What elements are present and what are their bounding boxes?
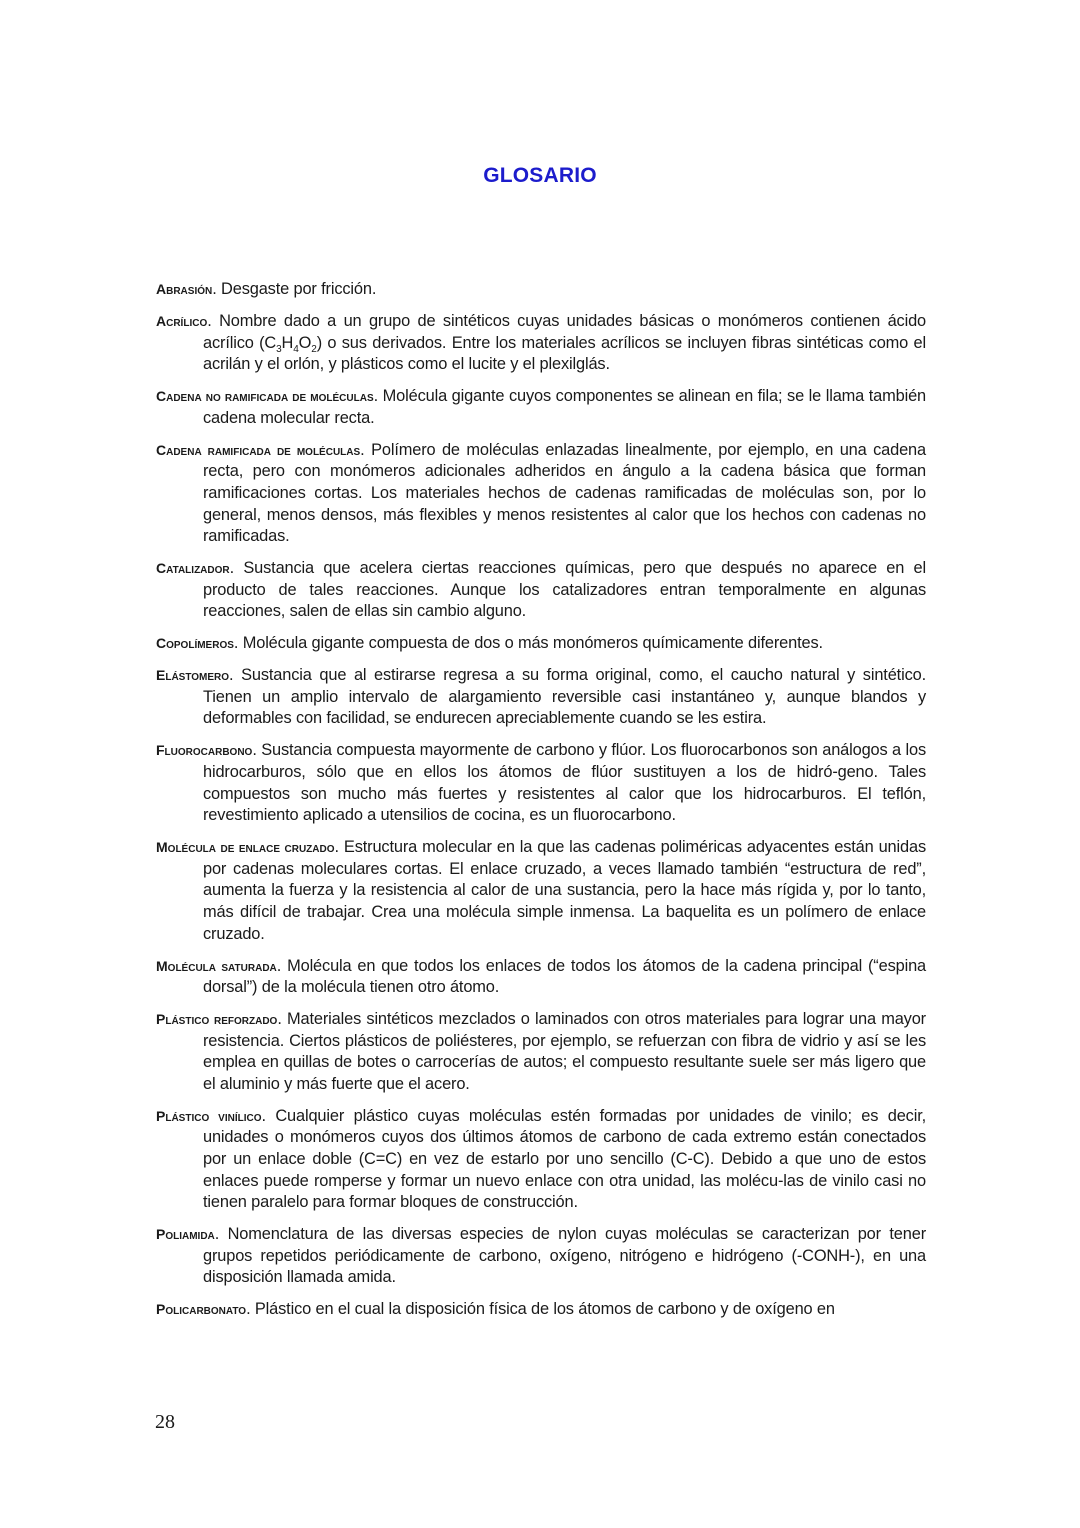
glossary-entry-cadena-ramificada	[156, 440, 926, 548]
glossary-term: Cadena ramificada de moléculas	[156, 441, 361, 458]
glossary-entry-copolimeros	[156, 633, 926, 655]
term-separator: .	[276, 956, 288, 975]
glossary-term: Abrasión	[156, 281, 213, 297]
glossary-term: Poliamida	[156, 1226, 215, 1243]
glossary-definition: Estructura molecular en la que las cadenas poliméricas adyacentes están unidas por cadenas moleculares cortas. El enlace cruzado, a veces llamado también “estructura de red”, aumenta la fuerza y la resistencia al calor de una sustancia, pero la hace más rígida y, por lo tanto, más difícil de trabajar. Crea una molécula simple inmensa. La baquelita es un polímero de enlace cruzado.	[203, 838, 926, 943]
glossary-entry-catalizador	[156, 558, 926, 623]
glossary-definition	[203, 312, 926, 373]
term-separator: .	[229, 666, 242, 685]
glossary-term: Elástomero	[156, 667, 230, 684]
glossary-term: Policarbonato	[156, 1301, 247, 1318]
glossary-definition: Plástico en el cual la disposición física de los átomos de carbono y de oxígeno en	[254, 1300, 835, 1319]
subscript: 4	[293, 343, 299, 355]
subscript: 2	[311, 343, 317, 355]
glossary-term: Plástico vinílico	[156, 1107, 262, 1124]
glossary-definition: Sustancia que acelera ciertas reacciones químicas, pero que después no aparece en el producto de tales reacciones. Aunque los catalizadores entran temporalmente en algunas reacciones, salen de ellas sin cambio alguno.	[203, 559, 926, 621]
term-separator: .	[261, 1106, 276, 1125]
glossary-entry-molecula-saturada	[156, 956, 926, 999]
glossary-entry-poliamida	[156, 1224, 926, 1289]
glossary-definition: Sustancia que al estirarse regresa a su forma original, como, el caucho natural y sintético. Tienen un amplio intervalo de alargamiento reversible casi instantáneo y, aunque blandos y deformables con facilidad, se endurecen apreciablemente cuando se les estira.	[203, 666, 926, 728]
glossary-definition: Cualquier plástico cuyas moléculas estén formadas por unidades de vinilo; es decir, unidades o monómeros cuyos dos últimos átomos de carbono de cada extremo están conectados por un enlace doble (C=C) en vez de estarlo por uno sencillo (C-C). Debido a que uno de estos enlaces puede romperse y formar un nuevo enlace con otra unidad, las molécu-las de vinilo casi no tienen paralelo para formar bloques de construcción.	[203, 1106, 927, 1212]
definition-text: ) o sus derivados. Entre los materiales acrílicos se incluyen fibras sintéticas como el acrilán y el orlón, y plásticos como el lucite y el plexilglás.	[203, 333, 927, 374]
glossary-list	[156, 279, 926, 1331]
definition-text: H	[281, 333, 294, 352]
glossary-definition: Desgaste por fricción.	[221, 280, 377, 298]
term-separator: .	[252, 741, 262, 760]
term-separator: .	[229, 559, 244, 578]
definition-text: Nombre dado a un grupo de sintéticos cuyas unidades básicas o monómeros contienen ácido acrílico (C	[203, 311, 927, 352]
glossary-entry-plastico-reforzado	[156, 1009, 926, 1095]
glossary-entry-fluorocarbono	[156, 740, 926, 826]
glossary-entry-molecula-enlace-cruzado	[156, 837, 926, 945]
glossary-entry-acrilico	[156, 311, 926, 376]
glossary-entry-abrasion	[156, 279, 926, 301]
glossary-entry-policarbonato	[156, 1299, 926, 1321]
glossary-definition: Polímero de moléculas enlazadas linealmente, por ejemplo, en una cadena recta, pero con monómeros adicionales adheridos en ángulo a la cadena básica que forman ramificaciones cortas. Los materiales hechos de cadenas ramificadas de moléculas son, por lo general, menos densos, más flexibles y menos resistentes al calor que los hechos con cadenas no ramificadas.	[203, 440, 926, 546]
page-number: 28	[155, 1411, 175, 1433]
glossary-term: Catalizador	[156, 560, 230, 577]
glossary-term: Molécula de enlace cruzado	[156, 839, 335, 856]
term-separator: .	[360, 440, 372, 459]
glossary-definition: Molécula gigante cuyos componentes se alinean en fila; se le llama también cadena molecular recta.	[203, 387, 927, 427]
glossary-term: Acrílico	[156, 312, 208, 329]
term-separator: .	[212, 280, 222, 298]
term-separator: .	[277, 1010, 288, 1029]
glossary-term: Fluorocarbono	[156, 742, 253, 759]
glossary-term: Plástico reforzado	[156, 1011, 278, 1028]
glossary-definition: Molécula en que todos los enlaces de todos los átomos de la cadena principal (“espina dorsal”) de la molécula tienen otro átomo.	[203, 956, 927, 997]
glossary-term: Molécula saturada	[156, 957, 277, 974]
glossary-definition: Molécula gigante compuesta de dos o más monómeros químicamente diferentes.	[242, 634, 823, 653]
glossary-term: Copolímeros	[156, 635, 234, 652]
term-separator: .	[233, 634, 243, 653]
page-title: GLOSARIO	[483, 164, 597, 188]
definition-text: O	[298, 333, 312, 352]
term-separator: .	[334, 838, 344, 857]
glossary-entry-cadena-no-ramificada	[156, 386, 926, 429]
subscript: 3	[276, 343, 282, 355]
glossary-definition: Nomenclatura de las diversas especies de nylon cuyas moléculas se caracterizan por tener grupos repetidos periódicamente de carbono, oxígeno, nitrógeno e hidrógeno (-CONH-), en una disposición llamada amida.	[203, 1225, 927, 1287]
term-separator: .	[246, 1300, 255, 1319]
glossary-definition: Materiales sintéticos mezclados o laminados con otros materiales para lograr una mayor resistencia. Ciertos plásticos de poliésteres, por ejemplo, se refuerzan con fibra de vidrio y así se les emplea en quillas de botes o carrocerías de autos; el compuesto resultante suele ser más ligero que el aluminio y más fuerte que el acero.	[203, 1010, 926, 1093]
glossary-definition: Sustancia compuesta mayormente de carbono y flúor. Los fluorocarbonos son análogos a los hidrocarburos, sólo que en ellos los átomos de flúor sustituyen a los de hidró-geno. Tales compuestos son mucho más fuertes y resistentes al calor que los hidrocarburos. El teflón, revestimiento aplicado a utensilios de cocina, es un fluorocarbono.	[203, 741, 926, 825]
term-separator: .	[214, 1225, 228, 1244]
glossary-term: Cadena no ramificada de moléculas	[156, 388, 374, 405]
glossary-entry-elastomero	[156, 665, 926, 730]
term-separator: .	[373, 387, 383, 406]
glossary-entry-plastico-vinilico	[156, 1106, 926, 1214]
term-separator: .	[207, 311, 220, 330]
